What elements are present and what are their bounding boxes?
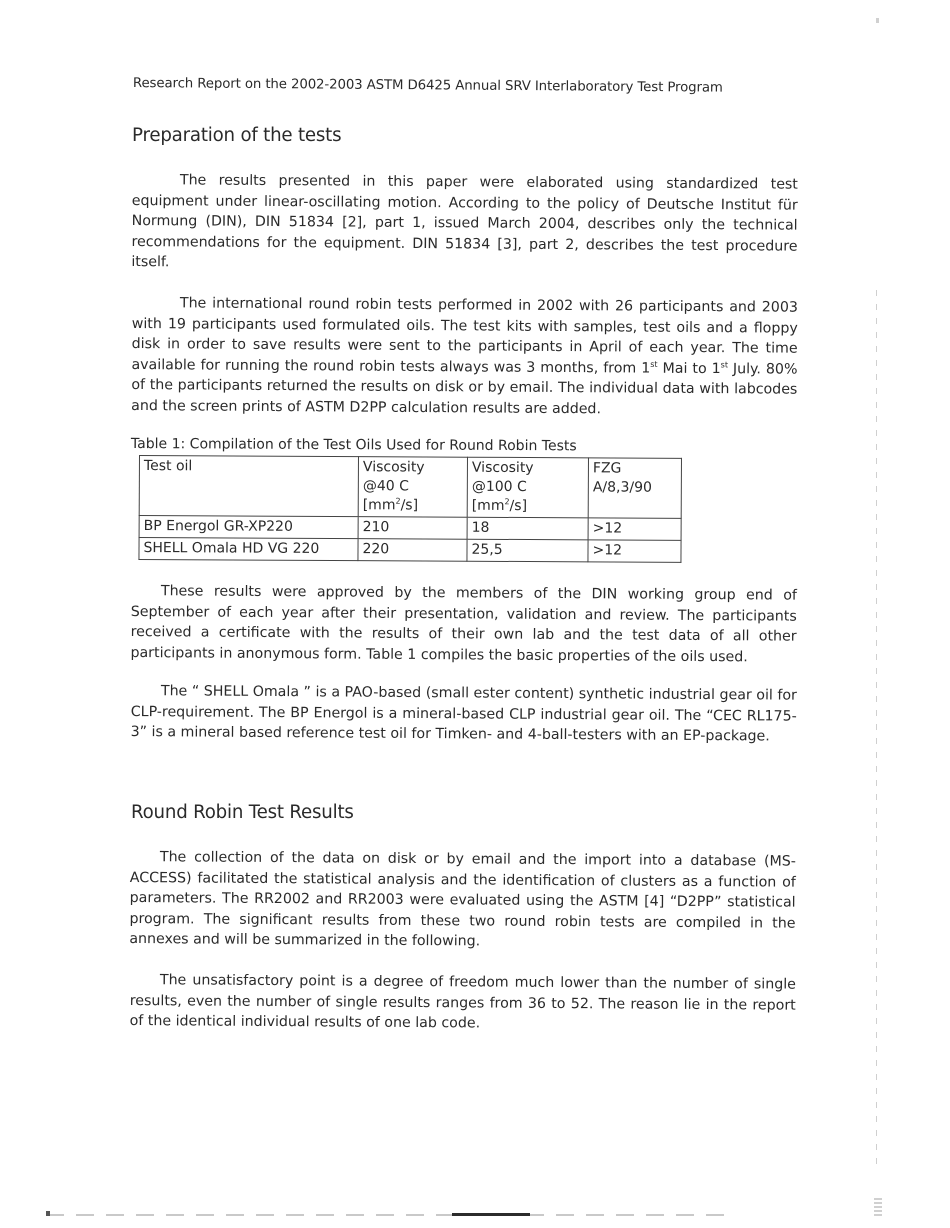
- paragraph-text: July. 80% of the participants returned the results on disk or by email. The individual data with labcodes and the screen prints of ASTM D2PP calculation results are added.: [131, 360, 798, 418]
- header-unit: [472, 497, 584, 517]
- paragraph-din-approval: These results were approved by the members of the DIN working group end of September of each year after their presentation, validation and review. The participants received a certificate with the results of their own lab and the test data of all other participants in anonymous form. Table 1 compiles the basic properties of the oils used.: [130, 583, 797, 666]
- table-cell: >12: [588, 540, 681, 562]
- scan-artifact-bottom-right: [874, 1198, 882, 1218]
- header-cell-viscosity-100: [467, 457, 588, 518]
- section-heading-preparation: Preparation of the tests: [132, 125, 342, 146]
- table-row: [139, 516, 681, 541]
- header-unit: [363, 496, 463, 516]
- header-cell-test-oil: [139, 456, 358, 517]
- table-cell: 210: [358, 517, 467, 540]
- section-heading-results: Round Robin Test Results: [131, 802, 354, 823]
- unit-text: /s]: [400, 497, 419, 514]
- header-line: Viscosity: [362, 459, 425, 476]
- scan-artifact-bottom-mark: [452, 1213, 530, 1216]
- table-cell: 220: [358, 539, 467, 562]
- paragraph-round-robin-participants: [131, 293, 798, 421]
- paragraph-text: Mai to 1: [657, 360, 721, 377]
- header-line: FZG: [592, 460, 622, 477]
- table-cell: 18: [467, 517, 588, 540]
- scan-artifact-corner: [46, 1211, 50, 1216]
- superscript: st: [650, 359, 658, 369]
- header-line: @40 C: [362, 478, 409, 495]
- scan-artifact-top-right: [876, 18, 879, 23]
- superscript: st: [720, 360, 729, 370]
- header-line: Test oil: [143, 458, 193, 475]
- table-header-row: [139, 456, 681, 519]
- running-header: Research Report on the 2002-2003 ASTM D6425 Annual SRV Interlaboratory Test Program: [132, 76, 723, 96]
- header-cell-fzg: [588, 458, 681, 518]
- header-cell-viscosity-40: [358, 457, 467, 518]
- test-oils-table: [138, 455, 682, 563]
- header-line: A/8,3/90: [592, 479, 652, 496]
- table-row: [139, 538, 681, 563]
- unit-superscript: 2: [504, 497, 510, 507]
- paragraph-standardized-equipment: The results presented in this paper were elaborated using standardized test equipment under linear-oscillating motion. According to the policy of Deutsche Institut für Normung (DIN), DIN 51834 [2], part 1, issued March 2004, describes only the technical recommendations for the equipment. DIN 51834 [3], part 2, describes the test procedure itself.: [131, 172, 798, 271]
- unit-text: [mm: [362, 497, 396, 514]
- header-line: Viscosity: [471, 459, 534, 477]
- unit-text: /s]: [509, 497, 528, 515]
- table-caption: Table 1: Compilation of the Test Oils Used for Round Robin Tests: [130, 436, 577, 455]
- table-cell: 25,5: [467, 539, 588, 562]
- paragraph-oil-description: The “ SHELL Omala ” is a PAO-based (small ester content) synthetic industrial gear oil for CLP-requirement. The BP Energol is a mineral-based CLP industrial gear oil. The “CEC RL175-3” is a mineral based reference test oil for Timken- and 4-ball-testers with an EP-package.: [130, 683, 797, 745]
- header-line: @100 C: [471, 478, 527, 496]
- unit-text: [mm: [471, 497, 505, 514]
- unit-superscript: 2: [395, 496, 401, 506]
- scan-artifact-bottom-edge: [46, 1214, 726, 1216]
- table-cell: SHELL Omala HD VG 220: [139, 538, 358, 561]
- scan-artifact-right-edge: [876, 290, 877, 1170]
- paragraph-degree-of-freedom: The unsatisfactory point is a degree of freedom much lower than the number of single results, even the number of single results ranges from 36 to 52. The reason lie in the report of the identical individual results of one lab code.: [129, 972, 796, 1032]
- table-cell: >12: [588, 518, 681, 540]
- paragraph-text: The international round robin tests performed in 2002 with 26 participants and 2003 with 19 participants used formulated oils. The test kits with samples, test oils and a floppy disk in order to save results were sent to the participants in April of each year. The time available for running the round robin tests always was 3 months, from 1: [131, 295, 798, 377]
- paragraph-data-collection: The collection of the data on disk or by email and the import into a database (MS-ACCESS) facilitated the statistical analysis and the identification of clusters as a function of parameters. The RR2002 and RR2003 were evaluated using the ASTM [4] “D2PP” statistical program. The significant results from these two round robin tests are compiled in the annexes and will be summarized in the following.: [129, 849, 796, 950]
- table-cell: BP Energol GR-XP220: [139, 516, 358, 539]
